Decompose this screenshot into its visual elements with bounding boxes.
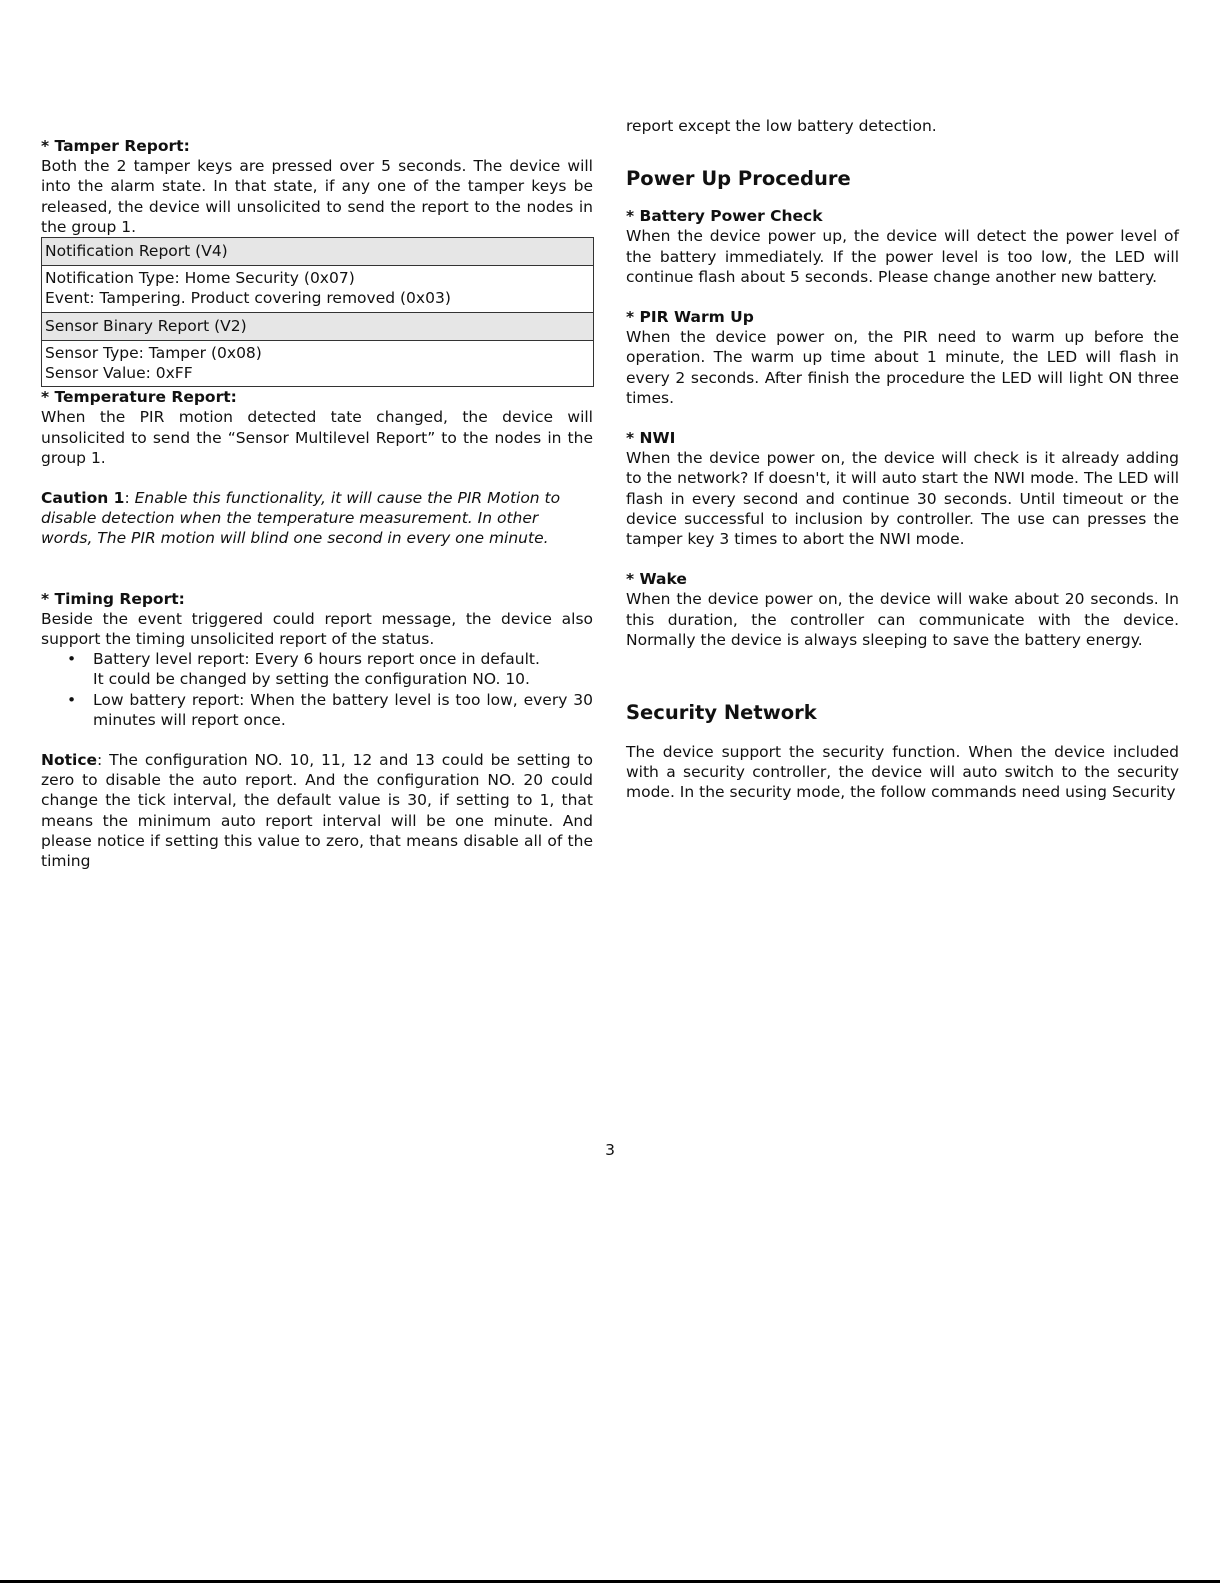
timing-report-body: Beside the event triggered could report message, the device also support the timing unsolicited report of the status. <box>41 609 593 649</box>
right-column <box>626 116 1179 803</box>
sensor-detail-cell <box>42 340 594 386</box>
bullet-icon: • <box>67 690 77 709</box>
left-column <box>41 136 593 871</box>
tamper-report-table <box>41 237 594 387</box>
caution-paragraph <box>41 488 593 549</box>
pir-warm-up-heading: * PIR Warm Up <box>626 308 754 327</box>
page-number: 3 <box>605 1141 615 1159</box>
tamper-report-body: Both the 2 tamper keys are pressed over 5 seconds. The device will into the alarm state. In that state, if any one of the tamper keys be released, the device will unsolicited to send the report to the nodes in the group 1. <box>41 157 593 236</box>
low-battery-report-line: Low battery report: When the battery level is too low, every 30 minutes will report once. <box>93 690 593 729</box>
notice-paragraph <box>41 750 593 871</box>
temperature-report-heading: * Temperature Report: <box>41 388 237 407</box>
security-network-heading: Security Network <box>626 701 817 725</box>
wake-body: When the device power on, the device will wake about 20 seconds. In this duration, the controller can communicate with the device. Normally the device is always sleeping to save the battery energy. <box>626 590 1179 649</box>
notice-label: Notice <box>41 751 98 770</box>
list-item <box>41 649 593 689</box>
notice-text: : The configuration NO. 10, 11, 12 and 13 could be setting to zero to disable the auto report. And the configuration NO. 20 could change the tick interval, the default value is 30, if setting to 1, that means the minimum auto report interval will be one minute. And please notice if setting this value to zero, that means disable all of the timing <box>41 751 593 871</box>
battery-level-report-line: Battery level report: Every 6 hours report once in default. <box>93 650 540 669</box>
notification-type-line: Notification Type: Home Security (0x07) <box>45 269 355 288</box>
timing-bullet-list <box>41 649 593 730</box>
battery-power-check-heading: * Battery Power Check <box>626 207 823 226</box>
notification-detail-cell <box>42 266 594 312</box>
timing-report-heading: * Timing Report: <box>41 589 185 608</box>
bullet-icon: • <box>67 650 77 669</box>
pir-warm-up-body: When the device power on, the PIR need to warm up before the operation. The warm up time about 1 minute, the LED will flash in every 2 seconds. After finish the procedure the LED will light ON three times. <box>626 328 1179 407</box>
list-item <box>41 690 593 730</box>
caution-label: Caution 1 <box>41 489 125 508</box>
security-network-body: The device support the security function. When the device included with a security controller, the device will auto switch to the security mode. In the security mode, the follow commands need using Security <box>626 743 1179 802</box>
sensor-value-line: Sensor Value: 0xFF <box>45 364 193 383</box>
battery-power-check-body: When the device power up, the device will detect the power level of the battery immediately. If the power level is too low, the LED will continue flash about 5 seconds. Please change another new battery. <box>626 227 1179 286</box>
sensor-binary-report-cell: Sensor Binary Report (V2) <box>42 312 594 340</box>
wake-heading: * Wake <box>626 570 687 589</box>
nwi-body: When the device power on, the device will check is it already adding to the network? If doesn't, it will auto start the NWI mode. The LED will flash in every second and continue 30 seconds. Until timeout or the device successful to inclusion by controller. The use can presses the tamper key 3 times to abort the NWI mode. <box>626 449 1179 549</box>
notification-report-cell: Notification Report (V4) <box>42 238 594 266</box>
tamper-report-heading: * Tamper Report: <box>41 137 190 155</box>
power-up-procedure-heading: Power Up Procedure <box>626 167 851 191</box>
sensor-type-line: Sensor Type: Tamper (0x08) <box>45 343 262 362</box>
continuation-text: report except the low battery detection. <box>626 117 937 135</box>
nwi-heading: * NWI <box>626 429 676 448</box>
event-line: Event: Tampering. Product covering removed (0x03) <box>45 289 451 308</box>
battery-level-config-line: It could be changed by setting the configuration NO. 10. <box>93 670 530 689</box>
caution-colon: : <box>124 489 135 508</box>
temperature-report-body: When the PIR motion detected tate changed, the device will unsolicited to send the “Sensor Multilevel Report” to the nodes in the group 1. <box>41 408 593 467</box>
caution-text: Enable this functionality, it will cause the PIR Motion to disable detection when the temperature measurement. In other words, The PIR motion will blind one second in every one minute. <box>41 489 561 548</box>
